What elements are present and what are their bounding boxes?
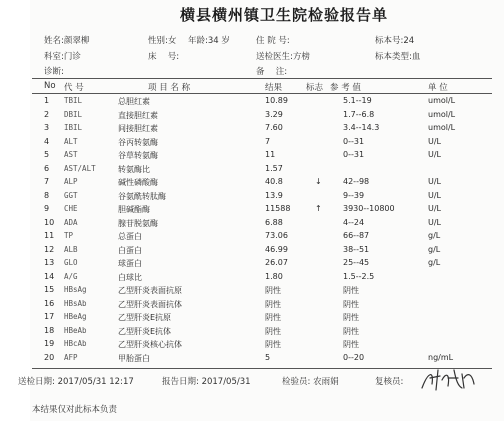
table-row	[30, 150, 504, 161]
specimen-type-label: 标本类型:	[375, 52, 412, 62]
cell-code: AST	[64, 150, 78, 159]
cell-result: 11588	[265, 204, 291, 213]
cell-no: 14	[44, 271, 55, 281]
cell-code: HBeAb	[64, 325, 87, 335]
cell-no: 1	[44, 96, 50, 105]
table-row	[30, 312, 504, 323]
cell-no: 2	[44, 109, 50, 119]
patient-age	[188, 34, 230, 46]
report-date: 报告日期: 2017/05/31	[162, 377, 251, 387]
table-top-rule	[32, 78, 492, 79]
cell-no: 10	[44, 217, 55, 227]
cell-code: GLO	[64, 258, 78, 267]
cell-unit: U/L	[428, 150, 442, 159]
table-row	[30, 204, 504, 215]
cell-ref: 66--87	[343, 231, 370, 240]
cell-no: 8	[44, 190, 50, 200]
table-row	[30, 110, 504, 121]
column-header-code: 代 号	[64, 83, 84, 93]
specimen-type-value: 血	[411, 52, 421, 62]
cell-unit: g/L	[428, 244, 441, 254]
cell-unit: U/L	[428, 217, 442, 227]
cell-unit: U/L	[428, 204, 442, 213]
table-row	[30, 137, 504, 148]
report-title: 横县横州镇卫生院检验报告单	[180, 6, 389, 24]
cell-unit: U/L	[428, 177, 442, 186]
diagnosis	[44, 65, 64, 77]
cell-result: 10.89	[265, 96, 288, 105]
hospital-number	[256, 34, 290, 46]
table-row	[30, 272, 504, 283]
cell-unit: umol/L	[428, 123, 456, 132]
cell-ref: 阴性	[343, 299, 359, 309]
cell-name: 转氨酶比	[118, 164, 150, 174]
cell-unit: g/L	[428, 258, 441, 267]
age-label: 年龄:	[188, 36, 208, 46]
dept-value: 门诊	[63, 52, 81, 62]
table-row	[30, 353, 504, 364]
cell-result: 6.88	[265, 217, 283, 227]
column-header-no: No	[44, 81, 56, 91]
cell-ref: 阴性	[343, 286, 359, 295]
reviewer-signature	[418, 366, 478, 394]
cell-code: ALT	[64, 136, 78, 146]
tester: 检验员: 农雨娟	[282, 377, 339, 387]
cell-code: TBIL	[64, 96, 83, 105]
cell-name: 球蛋白	[118, 259, 142, 268]
cell-name: 谷丙转氨酶	[118, 137, 158, 147]
cell-ref: 0--31	[343, 136, 365, 146]
cell-result: 阴性	[265, 326, 281, 336]
table-row	[30, 123, 504, 134]
cell-result: 阴性	[265, 313, 281, 322]
cell-code: HBcAb	[64, 339, 87, 348]
cell-no: 13	[44, 258, 55, 267]
cell-result: 1.80	[265, 271, 283, 281]
cell-code: AFP	[64, 352, 78, 362]
cell-unit: U/L	[428, 136, 442, 146]
cell-name: 胆碱酯酶	[118, 205, 150, 214]
cell-name: 直接胆红素	[118, 110, 158, 120]
name-label: 姓名:	[44, 36, 64, 46]
cell-name: 总胆红素	[118, 97, 150, 106]
table-row	[30, 177, 504, 188]
dept-label: 科室:	[44, 52, 64, 62]
cell-code: IBIL	[64, 123, 83, 132]
gender-value: 女	[167, 36, 177, 46]
cell-name: 碱性磷酸酶	[118, 178, 158, 187]
table-row	[30, 164, 504, 175]
cell-no: 9	[44, 204, 50, 213]
cell-code: HBeAg	[64, 312, 87, 321]
cell-no: 6	[44, 163, 50, 173]
cell-name: 白蛋白	[118, 245, 142, 255]
table-row	[30, 218, 504, 229]
cell-code: GGT	[64, 190, 78, 200]
cell-name: 乙型肝炎核心抗体	[118, 340, 182, 349]
cell-code: AST/ALT	[64, 163, 96, 173]
report-sheet	[18, 0, 504, 421]
table-header-rule	[32, 93, 492, 94]
cell-code: CHE	[64, 204, 78, 213]
name-value: 颜翠柳	[63, 36, 90, 46]
cell-result: 11	[265, 150, 276, 159]
cell-flag: ↑	[315, 204, 322, 213]
cell-result: 7	[265, 136, 271, 146]
cell-no: 4	[44, 136, 50, 146]
cell-code: DBIL	[64, 109, 83, 119]
cell-ref: 阴性	[343, 313, 359, 322]
cell-ref: 1.7--6.8	[343, 109, 375, 119]
cell-code: ALB	[64, 244, 78, 254]
cell-no: 17	[44, 312, 55, 321]
sending-doctor	[256, 50, 310, 62]
specimen-type	[375, 50, 420, 62]
cell-result: 阴性	[265, 286, 281, 295]
cell-result: 7.60	[265, 123, 283, 132]
patient-gender	[148, 34, 176, 46]
cell-code: TP	[64, 231, 74, 240]
cell-ref: 38--51	[343, 244, 370, 254]
cell-code: A/G	[64, 271, 78, 281]
table-row	[30, 339, 504, 350]
cell-code: HBsAb	[64, 298, 87, 308]
cell-ref: 3.4--14.3	[343, 123, 380, 132]
specimen-no-label: 标本号:	[375, 36, 404, 46]
table-row	[30, 96, 504, 107]
hospital-label: 住 院 号:	[256, 36, 290, 46]
cell-result: 73.06	[265, 231, 288, 240]
cell-unit: umol/L	[428, 96, 456, 105]
doctor-value: 方榜	[292, 52, 310, 62]
cell-ref: 阴性	[343, 326, 359, 336]
cell-ref: 0--31	[343, 150, 365, 159]
specimen-number	[375, 34, 414, 46]
table-row	[30, 299, 504, 310]
specimen-no-value: 24	[403, 36, 415, 46]
cell-unit: umol/L	[428, 109, 456, 119]
cell-ref: 5.1--19	[343, 96, 372, 105]
cell-unit: g/L	[428, 231, 441, 240]
cell-result: 3.29	[265, 109, 283, 119]
column-header-ref: 参 考 值	[330, 83, 361, 93]
disclaimer-note: 本结果仅对此标本负责	[32, 405, 118, 415]
remark	[256, 65, 287, 77]
cell-ref: 4--24	[343, 217, 365, 227]
table-row	[30, 191, 504, 202]
cell-name: 乙型肝炎E抗体	[118, 326, 172, 336]
column-header-flag: 标志	[306, 83, 324, 93]
cell-unit: U/L	[428, 190, 442, 200]
send-time: 送检日期: 2017/05/31 12:17	[18, 377, 134, 387]
cell-ref: 9--39	[343, 190, 365, 200]
remark-label: 备 注:	[256, 67, 288, 77]
cell-ref: 42--98	[343, 177, 370, 186]
table-row	[30, 326, 504, 337]
cell-name: 乙型肝炎E抗原	[118, 313, 172, 322]
cell-name: 总蛋白	[118, 232, 142, 241]
cell-no: 12	[44, 244, 55, 254]
cell-code: ADA	[64, 217, 78, 227]
cell-ref: 25--45	[343, 258, 370, 267]
cell-result: 阴性	[265, 299, 281, 309]
table-row	[30, 231, 504, 242]
cell-name: 间接胆红素	[118, 124, 158, 133]
age-value: 34 岁	[207, 36, 230, 46]
cell-no: 15	[44, 285, 55, 294]
cell-no: 7	[44, 177, 50, 186]
cell-no: 3	[44, 123, 50, 132]
reviewer-label: 复核员:	[375, 377, 404, 387]
cell-result: 40.8	[265, 177, 283, 186]
table-row	[30, 245, 504, 256]
table-row	[30, 258, 504, 269]
column-header-unit: 单 位	[428, 83, 448, 93]
cell-name: 谷氨酰转肽酶	[118, 191, 166, 201]
cell-no: 18	[44, 325, 55, 335]
column-header-name: 项 目 名 称	[148, 83, 191, 93]
cell-result: 26.07	[265, 258, 288, 267]
cell-ref: 0--20	[343, 352, 365, 362]
gender-label: 性别:	[148, 36, 168, 46]
cell-ref: 阴性	[343, 340, 359, 349]
cell-name: 谷草转氨酶	[118, 151, 158, 160]
column-header-result: 结果	[265, 83, 283, 93]
department	[44, 50, 81, 62]
cell-unit: ng/mL	[428, 352, 454, 362]
cell-no: 20	[44, 352, 55, 362]
cell-result: 46.99	[265, 244, 288, 254]
bed-number	[148, 50, 179, 62]
cell-result: 5	[265, 352, 271, 362]
cell-no: 11	[44, 231, 55, 240]
cell-result: 1.57	[265, 163, 283, 173]
cell-code: ALP	[64, 177, 78, 186]
cell-result: 13.9	[265, 190, 283, 200]
cell-name: 白球比	[118, 272, 142, 282]
bed-label: 床 号:	[148, 52, 180, 62]
patient-name	[44, 34, 89, 46]
doctor-label: 送检医生:	[256, 52, 293, 62]
cell-ref: 1.5--2.5	[343, 271, 375, 281]
cell-name: 腺苷脱氨酶	[118, 218, 158, 228]
diagnosis-label: 诊断:	[44, 67, 64, 77]
table-row	[30, 285, 504, 296]
cell-ref: 3930--10800	[343, 204, 395, 213]
cell-flag: ↓	[315, 177, 322, 186]
cell-code: HBsAg	[64, 285, 87, 294]
cell-no: 19	[44, 339, 55, 348]
cell-no: 5	[44, 150, 50, 159]
cell-name: 乙型肝炎表面抗原	[118, 286, 182, 295]
cell-no: 16	[44, 298, 55, 308]
cell-name: 甲胎蛋白	[118, 353, 150, 363]
cell-result: 阴性	[265, 340, 281, 349]
cell-name: 乙型肝炎表面抗体	[118, 299, 182, 309]
